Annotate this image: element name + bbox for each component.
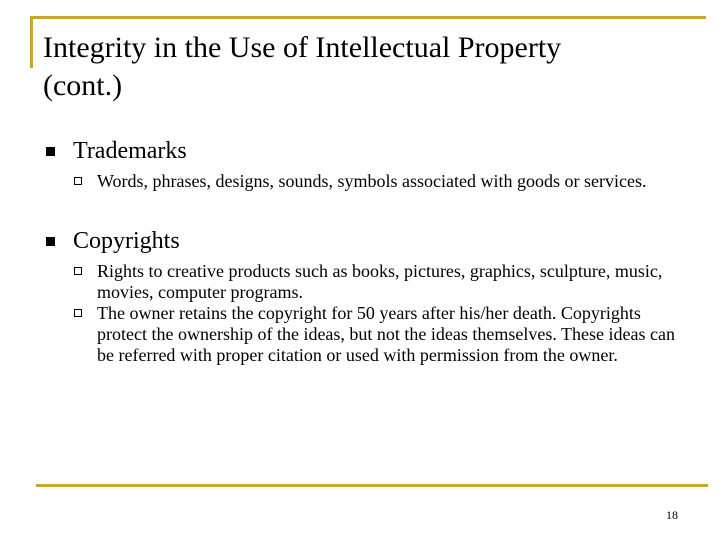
square-bullet-icon (46, 147, 55, 156)
copyrights-sublist (40, 261, 680, 366)
square-bullet-icon (46, 237, 55, 246)
section-heading: Copyrights (73, 228, 180, 254)
hollow-square-bullet-icon (74, 309, 82, 317)
sub-bullet-text: Rights to creative products such as books, pictures, graphics, sculpture, music, movies, computer programs. (97, 261, 663, 302)
sub-bullet-item (40, 261, 680, 303)
trademarks-sublist (40, 171, 680, 192)
top-accent-rule (30, 16, 706, 19)
bullet-trademarks (40, 136, 680, 166)
left-accent-rule (30, 16, 33, 68)
slide-title (43, 29, 683, 105)
bottom-accent-rule (36, 484, 708, 487)
title-line-2: (cont.) (43, 69, 123, 102)
title-line-1: Integrity in the Use of Intellectual Property (43, 31, 562, 64)
section-spacer (40, 192, 680, 226)
sub-bullet-text: The owner retains the copyright for 50 years after his/her death. Copyrights protect the ownership of the ideas, but not the ideas themselves. These ideas can be referred with proper citation or used with permission from the owner. (97, 303, 675, 365)
slide-body (40, 136, 680, 366)
hollow-square-bullet-icon (74, 267, 82, 275)
hollow-square-bullet-icon (74, 177, 82, 185)
sub-bullet-item (40, 171, 680, 192)
sub-bullet-item (40, 303, 680, 366)
bullet-copyrights (40, 226, 680, 256)
page-number: 18 (666, 508, 678, 522)
sub-bullet-text: Words, phrases, designs, sounds, symbols associated with goods or services. (97, 171, 647, 191)
section-heading: Trademarks (73, 138, 187, 164)
